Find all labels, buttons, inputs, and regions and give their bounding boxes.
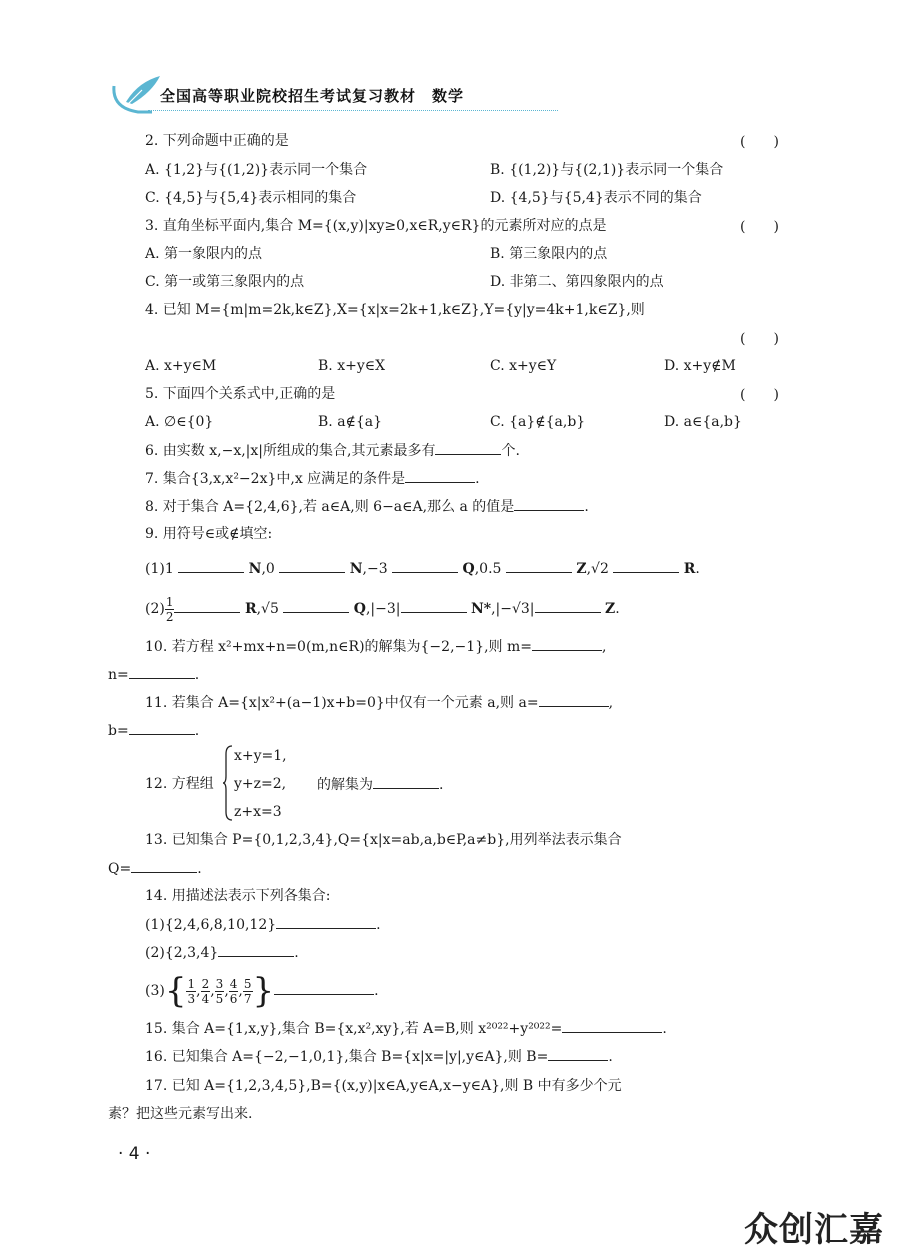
text-line-q3: 3. 直角坐标平面内,集合 M={(x,y)|xy≥0,x∈R,y∈R}的元素所对应的点是 [145,218,607,234]
text-line-q4c: C. x+y∈Y [490,358,557,374]
answer-blank[interactable] [129,664,195,679]
watermark-logo: 众创汇嘉 [744,1210,884,1250]
answer-blank[interactable] [435,440,501,455]
question-11-cont: b= . [108,720,199,741]
answer-blank[interactable] [279,558,345,573]
answer-blank[interactable] [218,942,294,957]
text-line-q4b: B. x+y∈X [318,358,386,374]
question-14-part-2: (2){2,3,4} . [145,942,299,963]
answer-blank[interactable] [276,914,376,929]
answer-blank[interactable] [131,858,197,873]
answer-blank[interactable] [613,558,679,573]
question-16: 16. 已知集合 A={−2,−1,0,1},集合 B={x|x=|y|,y∈A},则 B= . [145,1046,613,1067]
question-10-cont: n= . [108,664,199,685]
text-line-q3c: C. 第一或第三象限内的点 [145,274,305,290]
text-line-q5: 5. 下面四个关系式中,正确的是 [145,386,336,402]
text-line-q2a: A. {1,2}与{(1,2)}表示同一个集合 [145,162,368,178]
question-11: 11. 若集合 A={x|x²+(a−1)x+b=0}中仅有一个元素 a,则 a= , [145,692,613,713]
text-line-q3a: A. 第一象限内的点 [145,246,263,262]
question-9: 9. 用符号∈或∉填空: [145,526,273,542]
text-line-q4a: A. x+y∈M [145,358,217,374]
text-line-q4: 4. 已知 M={m|m=2k,k∈Z},X={x|x=2k+1,k∈Z},Y={y|y=4k+1,k∈Z},则 [145,302,645,318]
question-13-cont: Q= . [108,858,202,879]
answer-blank[interactable] [392,558,458,573]
answer-blank[interactable] [174,598,240,613]
question-8: 8. 对于集合 A={2,4,6},若 a∈A,则 6−a∈A,那么 a 的值是 . [145,496,589,517]
answer-paren-p4[interactable]: ( ) [740,331,779,347]
answer-blank[interactable] [562,1018,662,1033]
text-line-q2: 2. 下列命题中正确的是 [145,133,289,149]
question-9-part-2: (2) $\frac{1}{2}$ R,√5 Q,|−3| N*,|−√3| Z. [145,594,620,624]
question-9-part-1: (1)1 N,0 N,−3 Q,0.5 Z,√2 R. [145,558,700,579]
question-10: 10. 若方程 x²+mx+n=0(m,n∈R)的解集为{−2,−1},则 m= , [145,636,606,657]
answer-paren-p3[interactable]: ( ) [740,219,779,235]
book-title: 全国高等职业院校招生考试复习教材 数学 [160,87,465,105]
answer-paren-p2[interactable]: ( ) [740,134,779,150]
question-7: 7. 集合{3,x,x²−2x}中,x 应满足的条件是 . [145,468,480,489]
fraction: $\frac{1}{2}$ [165,594,174,624]
answer-paren-p5[interactable]: ( ) [740,387,779,403]
answer-blank[interactable] [548,1046,608,1061]
text-line-q4d: D. x+y∉M [664,358,736,374]
text-line-q2c: C. {4,5}与{5,4}表示相同的集合 [145,190,357,206]
text-line-q2d: D. {4,5}与{5,4}表示不同的集合 [490,190,702,206]
answer-blank[interactable] [373,774,439,789]
question-17: 17. 已知 A={1,2,3,4,5},B={(x,y)|x∈A,y∈A,x−y∈A},则 B 中有多少个元 [145,1078,622,1094]
text-line-q3b: B. 第三象限内的点 [490,246,608,262]
answer-blank[interactable] [405,468,475,483]
answer-blank[interactable] [283,598,349,613]
question-17-cont: 素？把这些元素写出来. [108,1106,253,1122]
answer-blank[interactable] [506,558,572,573]
question-13: 13. 已知集合 P={0,1,2,3,4},Q={x|x=ab,a,b∈P,a≠b},用列举法表示集合 [145,832,622,848]
page-number: · 4 · [118,1144,151,1164]
text-line-q2b: B. {(1,2)}与{(2,1)}表示同一个集合 [490,162,724,178]
answer-blank[interactable] [514,496,584,511]
page-header [108,72,808,116]
question-15: 15. 集合 A={1,x,y},集合 B={x,x²,xy},若 A=B,则 x²⁰²²+y²⁰²²= . [145,1018,667,1039]
question-14-part-3: (3){ $\frac{1}{3}$ , $\frac{2}{4}$ , $\frac{3}{5}$ , $\frac{4}{6}$ , $\frac{5}{7}$ } . [145,971,379,1011]
header-divider [148,110,558,111]
answer-blank[interactable] [129,720,195,735]
answer-blank[interactable] [178,558,244,573]
question-6: 6. 由实数 x,−x,|x|所组成的集合,其元素最多有 个. [145,440,520,461]
text-line-q5d: D. a∈{a,b} [664,414,742,430]
answer-blank[interactable] [532,636,602,651]
text-line-q5c: C. {a}∉{a,b} [490,414,586,430]
question-14-part-1: (1){2,4,6,8,10,12} . [145,914,381,935]
text-line-q3d: D. 非第二、第四象限内的点 [490,274,664,290]
text-line-q5b: B. a∉{a} [318,414,383,430]
answer-blank[interactable] [274,980,374,995]
answer-blank[interactable] [535,598,601,613]
text-line-q5a: A. ∅∈{0} [145,414,214,430]
answer-blank[interactable] [539,692,609,707]
question-14: 14. 用描述法表示下列各集合: [145,888,331,904]
answer-blank[interactable] [401,598,467,613]
left-brace-icon [222,744,234,822]
